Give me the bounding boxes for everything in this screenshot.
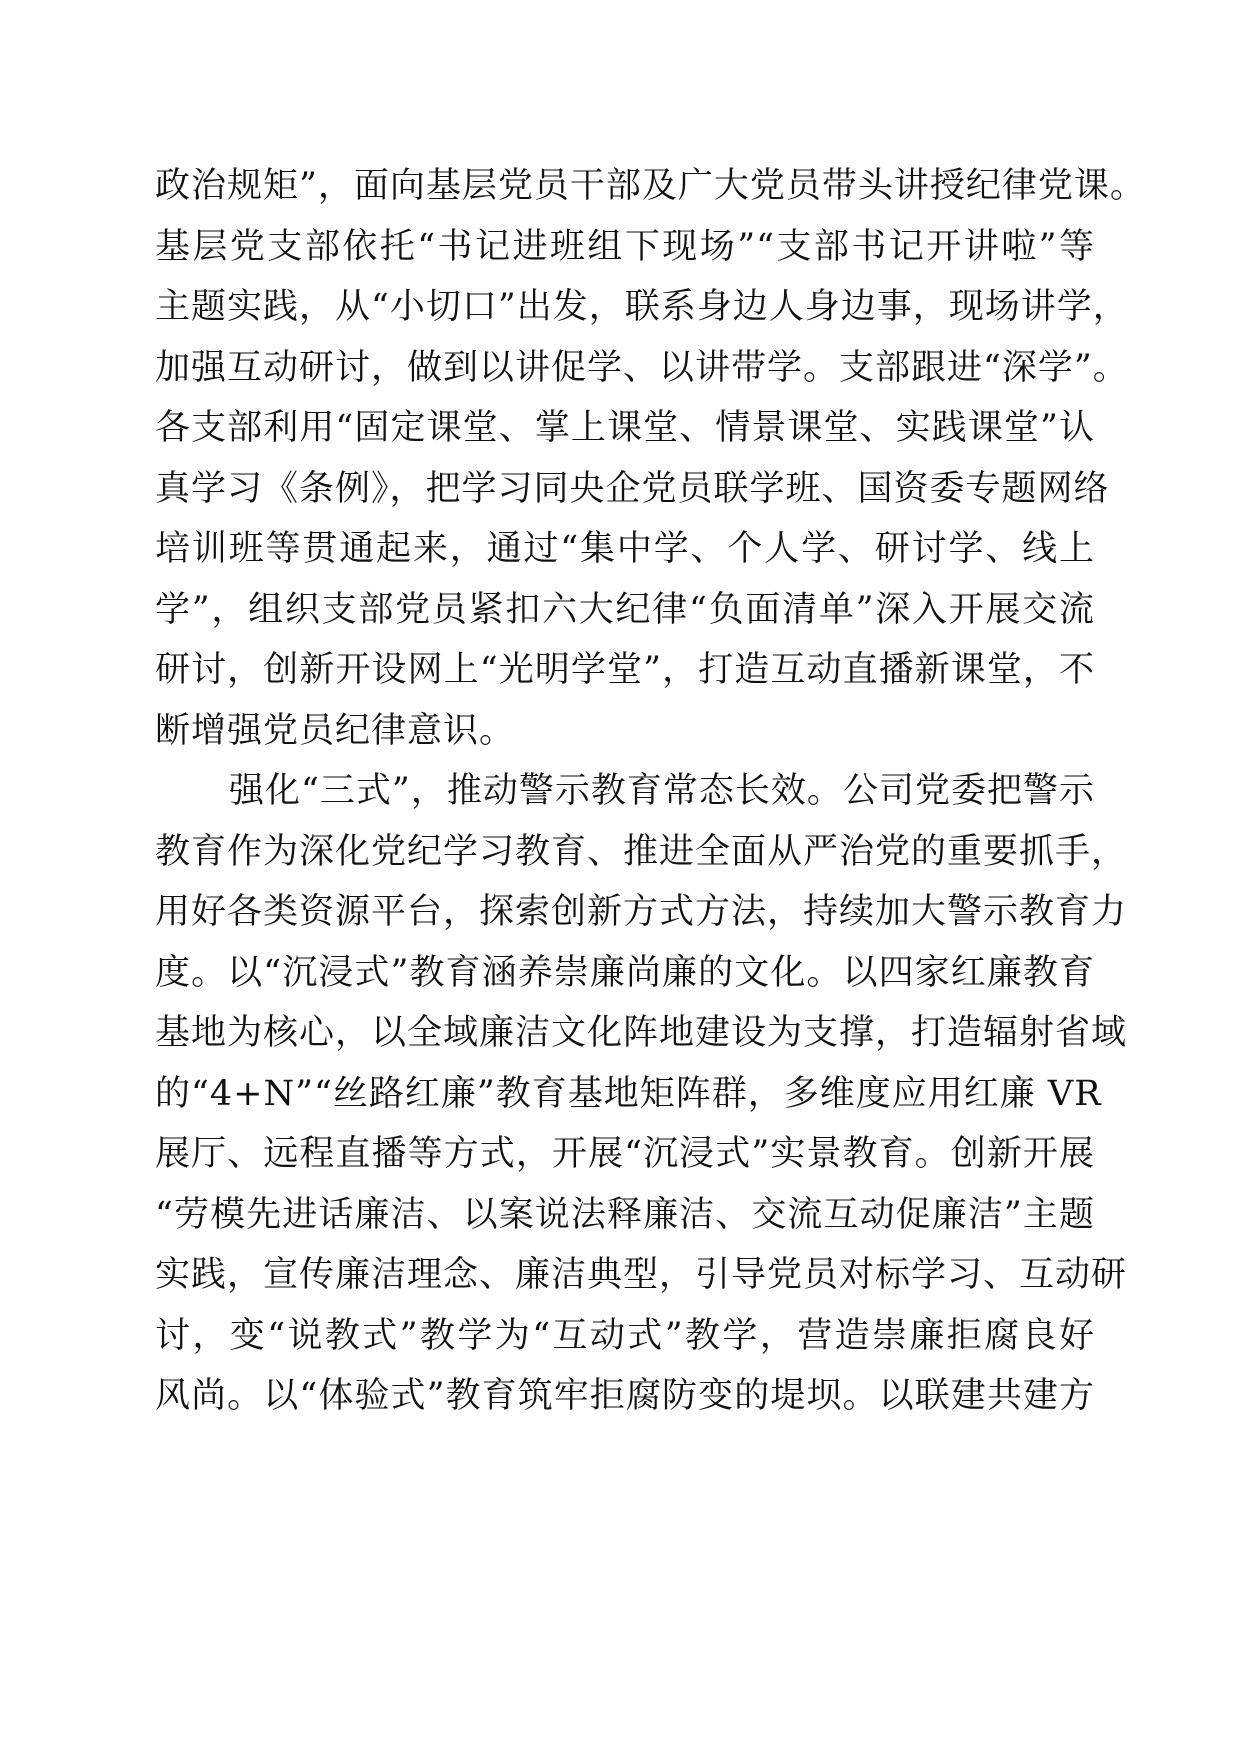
paragraph-line: 政治规矩”，面向基层党员干部及广大党员带头讲授纪律党课。	[155, 166, 1146, 206]
paragraph-line: 主题实践，从“小切口”出发，联系身边人身边事，现场讲学，	[155, 287, 1129, 327]
paragraph-line: 讨，变“说教式”教学为“互动式”教学，营造崇廉拒腐良好	[155, 1315, 1095, 1356]
paragraph-line: 度。以“沉浸式”教育涵养崇廉尚廉的文化。以四家红廉教育	[155, 952, 1095, 993]
paragraph-line: “劳模先进话廉洁、以案说法释廉洁、交流互动促廉洁”主题	[155, 1194, 1095, 1235]
paragraph-line: 教育作为深化党纪学习教育、推进全面从严治党的重要抓手，	[155, 831, 1128, 872]
paragraph-line: 展厅、远程直播等方式，开展“沉浸式”实景教育。创新开展	[155, 1134, 1095, 1174]
paragraph-line: 加强互动研讨，做到以讲促学、以讲带学。支部跟进“深学”。	[155, 347, 1129, 388]
paragraph-line: 培训班等贯通起来，通过“集中学、个人学、研讨学、线上	[155, 529, 1095, 569]
paragraph-line: 强化“三式”，推动警示教育常态长效。公司党委把警示	[229, 771, 1095, 811]
paragraph-line: 实践，宣传廉洁理念、廉洁典型，引导党员对标学习、互动研	[155, 1255, 1128, 1295]
paragraph-line: 真学习《条例》，把学习同央企党员联学班、国资委专题网络	[155, 468, 1110, 509]
paragraph-line: 的“4+N”“丝路红廉”教育基地矩阵群，多维度应用红廉 VR	[155, 1073, 1102, 1114]
paragraph-line: 学”，组织支部党员紧扣六大纪律“负面清单”深入开展交流	[155, 589, 1095, 630]
paragraph-line: 用好各类资源平台，探索创新方式方法，持续加大警示教育力	[155, 892, 1128, 932]
document-body	[155, 156, 1146, 1427]
paragraph-line: 研讨，创新开设网上“光明学堂”，打造互动直播新课堂，不	[155, 650, 1095, 690]
paragraph-line: 各支部利用“固定课堂、掌上课堂、情景课堂、实践课堂”认	[155, 408, 1095, 448]
paragraph-line: 基层党支部依托“书记进班组下现场”“支部书记开讲啦”等	[155, 226, 1095, 267]
paragraph-line: 基地为核心，以全域廉洁文化阵地建设为支撑，打造辐射省域	[155, 1013, 1128, 1053]
paragraph-2	[155, 761, 1128, 1427]
paragraph-line: 风尚。以“体验式”教育筑牢拒腐防变的堤坝。以联建共建方	[155, 1376, 1095, 1416]
paragraph-1	[155, 156, 1146, 761]
paragraph-line: 断增强党员纪律意识。	[155, 710, 516, 751]
